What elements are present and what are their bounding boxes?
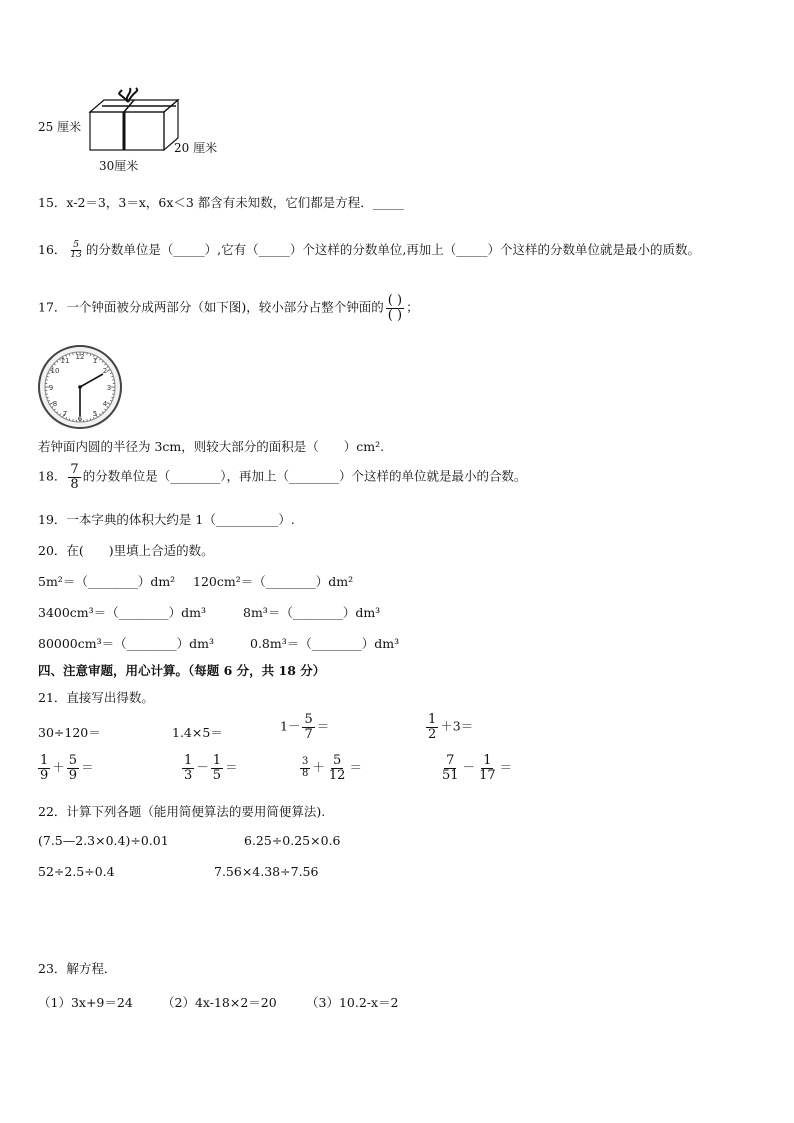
q21-expr-4: $\frac{1}{2}$ ＋3＝ [428,712,474,742]
q17-text: 17．一个钟面被分成两部分（如下图)，较小部分占整个钟面的 [38,299,384,315]
section-4-title: 四、注意审题，用心计算。（每题 6 分，共 18 分） [38,663,326,678]
box-height-label: 25 厘米 [38,120,82,134]
q23-b: （2）4x-18×2＝20 [162,995,277,1010]
q20-row3-b: 0.8m³＝（________）dm³ [250,636,400,651]
q18-fraction: $\frac{7}{8}$ [70,462,79,492]
svg-text:7: 7 [62,410,68,418]
question-21-title: 21．直接写出得数。 [38,690,154,705]
q22-c: 52÷2.5÷0.4 [38,864,115,879]
q22-d: 7.56×4.38÷7.56 [214,864,319,879]
question-16 [38,240,700,260]
clock-figure [37,344,123,430]
q21-expr-1: 30÷120＝ [38,725,101,740]
svg-text:3: 3 [106,384,112,392]
clock-icon [37,344,123,430]
question-15: 15．x-2＝3，3＝x，6x＜3 都含有未知数，它们都是方程．_____ [38,195,405,210]
svg-text:5: 5 [92,410,98,418]
q21-expr-6: $\frac{1}{3}$ － $\frac{1}{5}$ ＝ [184,753,238,783]
q18-number: 18． [38,468,67,484]
q23-c: （3）10.2-x＝2 [306,995,399,1010]
svg-text:12: 12 [75,353,85,361]
q21-expr-8: $\frac{7}{51}$ － $\frac{1}{17}$ ＝ [442,753,513,783]
svg-text:10: 10 [50,367,60,375]
q20-row2-b: 8m³＝（________）dm³ [243,605,381,620]
q20-row1-a: 5m²＝（________）dm² [38,574,176,589]
question-19: 19．一本字典的体积大约是 1（__________）. [38,512,295,527]
svg-text:2: 2 [102,367,108,375]
q16-text: 的分数单位是（_____）,它有（_____）个这样的分数单位,再加上（_____）个这样的分数单位就是最小的质数。 [85,242,701,257]
question-20-title: 20．在( )里填上合适的数。 [38,543,214,558]
box-length-label: 30厘米 [99,159,139,173]
q18-text: 的分数单位是（________），再加上（________）个这样的单位就是最小的合数。 [82,468,527,484]
q16-number: 16． [38,242,67,257]
q21-expr-3: 1－ $\frac{5}{7}$ ＝ [280,712,330,742]
q22-a: (7.5—2.3×0.4)÷0.01 [38,833,169,848]
svg-text:9: 9 [48,384,54,392]
question-23-title: 23．解方程． [38,961,117,976]
q17-suffix: ； [406,299,419,315]
question-17 [38,294,419,322]
q21-expr-2: 1.4×5＝ [172,725,223,740]
q21-expr-7: $\frac{3}{8}$ ＋ $\frac{5}{12}$ ＝ [302,753,362,783]
box-width-label: 20 厘米 [174,141,218,155]
question-17-followup: 若钟面内圆的半径为 3cm，则较大部分的面积是（ ）cm². [38,439,385,454]
svg-text:6: 6 [77,415,83,423]
q22-b: 6.25÷0.25×0.6 [244,833,341,848]
q16-fraction: $\frac{5}{13}$ [70,239,82,260]
svg-text:1: 1 [92,357,98,365]
q23-a: （1）3x+9＝24 [38,995,133,1010]
svg-text:8: 8 [52,400,58,408]
q20-row2-a: 3400cm³＝（________）dm³ [38,605,207,620]
svg-text:4: 4 [102,400,108,408]
svg-text:11: 11 [60,357,70,365]
q20-row3-a: 80000cm³＝（________）dm³ [38,636,214,651]
q17-fraction: $\frac{( )}{( )}$ [387,293,403,323]
q20-row1-b: 120cm²＝（________）dm² [193,574,354,589]
q21-expr-5: $\frac{1}{9}$ ＋ $\frac{5}{9}$ ＝ [40,753,94,783]
question-18 [38,463,526,491]
question-22-title: 22．计算下列各题（能用简便算法的要用简便算法). [38,804,326,819]
